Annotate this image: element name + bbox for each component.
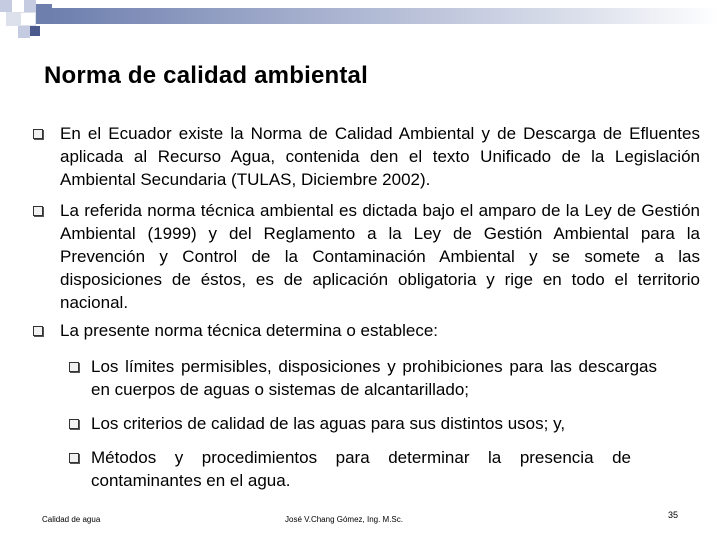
sub-bullet-square-icon (69, 362, 79, 372)
header-decoration (0, 0, 720, 48)
page-number: 35 (668, 510, 679, 520)
sub-bullet-text: Métodos y procedimientos para determinar la presencia de contaminantes en el agua. (91, 448, 631, 490)
footer-author: José V.Chang Gómez, Ing. M.Sc. (285, 515, 403, 524)
bullet-text: La presente norma técnica determina o establece: (60, 321, 439, 340)
header-square (24, 0, 36, 12)
header-square (0, 0, 12, 12)
footer-left: Calidad de agua (42, 515, 101, 524)
sub-bullet-square-icon (69, 453, 79, 463)
header-square (12, 0, 24, 12)
header-square (30, 26, 40, 36)
header-square (20, 12, 36, 26)
sub-bullet-square-icon (69, 419, 79, 429)
header-square (6, 12, 20, 26)
bullet-text: En el Ecuador existe la Norma de Calidad Ambiental y de Descarga de Efluentes aplicada al Recurso Agua, contenida den el texto Unificado de la Legislación Ambiental Secundaria (TULAS, Diciembre 2002). (60, 124, 700, 189)
sub-bullet-text: Los criterios de calidad de las aguas para sus distintos usos; y, (91, 414, 566, 433)
bullet-square-icon (33, 206, 43, 216)
header-bar (52, 8, 720, 24)
header-square (18, 26, 30, 38)
sub-bullet-text: Los límites permisibles, disposiciones y prohibiciones para las descargas en cuerpos de aguas o sistemas de alcantarillado; (91, 357, 657, 399)
slide-title: Norma de calidad ambiental (44, 62, 368, 89)
header-square (36, 4, 52, 24)
bullet-text: La referida norma técnica ambiental es dictada bajo el amparo de la Ley de Gestión Ambiental (1999) y del Reglamento a la Ley de Gestión Ambiental para la Prevención y Control de la Contaminación Ambiental y se somete a las disposiciones de éstos, es de aplicación obligatoria y rige en todo el territorio nacional. (60, 201, 700, 312)
bullet-square-icon (33, 129, 43, 139)
bullet-square-icon (33, 326, 43, 336)
